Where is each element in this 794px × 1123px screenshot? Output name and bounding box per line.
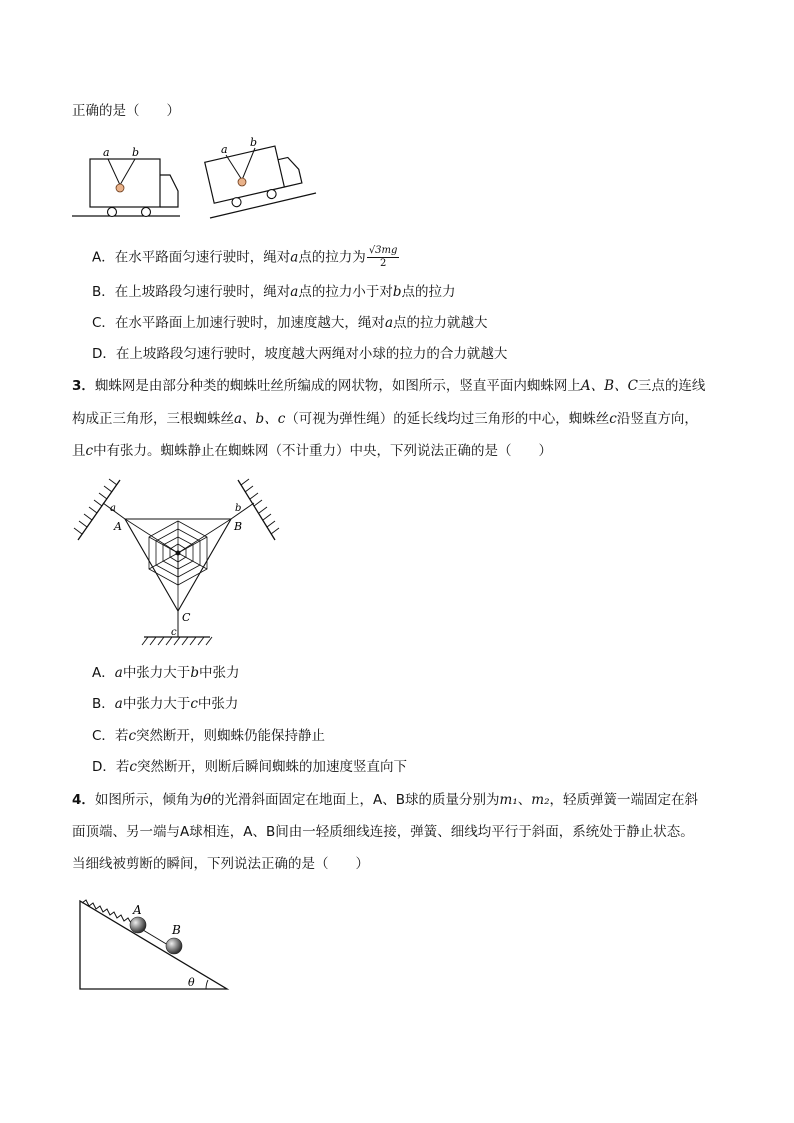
q2-label-b-right: b — [250, 136, 258, 149]
q3-label-B: B — [234, 520, 243, 533]
q3-stem-line1: 3．蜘蛛网是由部分种类的蜘蛛吐丝所编成的网状物，如图所示，竖直平面内蜘蛛网上A、B、C三点的连线 — [72, 378, 706, 394]
q2-option-b: B．在上坡路段匀速行驶时，绳对a点的拉力小于对b点的拉力 — [92, 284, 456, 300]
q4-incline-figure — [72, 893, 237, 998]
q4-stem-line3: 当细线被剪断的瞬间，下列说法正确的是（ ） — [72, 856, 369, 872]
q2-label-b-left: b — [132, 146, 140, 159]
q3-option-c: C．若c突然断开，则蜘蛛仍能保持静止 — [92, 728, 325, 744]
q3-label-c: c — [171, 627, 177, 638]
q3-stem-line2: 构成正三角形，三根蜘蛛丝a、b、c（可视为弹性绳）的延长线均过三角形的中心，蜘蛛丝c沿竖直方向， — [72, 411, 698, 427]
q4-stem-line1: 4．如图所示，倾角为θ的光滑斜面固定在地面上，A、B球的质量分别为m₁、m₂，轻质弹簧一端固定在斜 — [72, 792, 698, 808]
q3-option-b: B．a中张力大于c中张力 — [92, 696, 239, 712]
q3-label-A: A — [114, 520, 122, 533]
q2-option-a: A．在水平路面匀速行驶时，绳对a点的拉力为 $\frac{√3mg}{2}$ — [92, 245, 398, 269]
q3-label-C: C — [182, 611, 191, 624]
q3-stem-line3: 且c中有张力。蜘蛛静止在蜘蛛网（不计重力）中央，下列说法正确的是（ ） — [72, 443, 553, 459]
q4-label-A: A — [133, 903, 142, 917]
q3-spiderweb-figure — [70, 475, 300, 650]
q2-option-d: D．在上坡路段匀速行驶时，坡度越大两绳对小球的拉力的合力就越大 — [92, 346, 508, 362]
q4-label-B: B — [172, 923, 181, 937]
q2-label-a-left: a — [103, 146, 110, 159]
q2-stem-tail: 正确的是（ ） — [72, 103, 180, 119]
q3-label-b: b — [235, 503, 242, 514]
q3-option-a: A．a中张力大于b中张力 — [92, 665, 240, 681]
q2-option-c: C．在水平路面上加速行驶时，加速度越大，绳对a点的拉力就越大 — [92, 315, 488, 331]
q4-stem-line2: 面顶端、另一端与A球相连，A、B间由一轻质细线连接，弹簧、细线均平行于斜面，系统处于静止状态。 — [72, 824, 694, 840]
q4-label-theta: θ — [188, 976, 195, 989]
q2-label-a-right: a — [221, 143, 228, 156]
q3-option-d: D．若c突然断开，则断后瞬间蜘蛛的加速度竖直向下 — [92, 759, 407, 775]
q2-truck-figure — [70, 135, 320, 225]
q2-option-a-fraction: $\frac{√3mg}{2}$ — [368, 245, 398, 269]
q3-label-a: a — [110, 503, 116, 514]
